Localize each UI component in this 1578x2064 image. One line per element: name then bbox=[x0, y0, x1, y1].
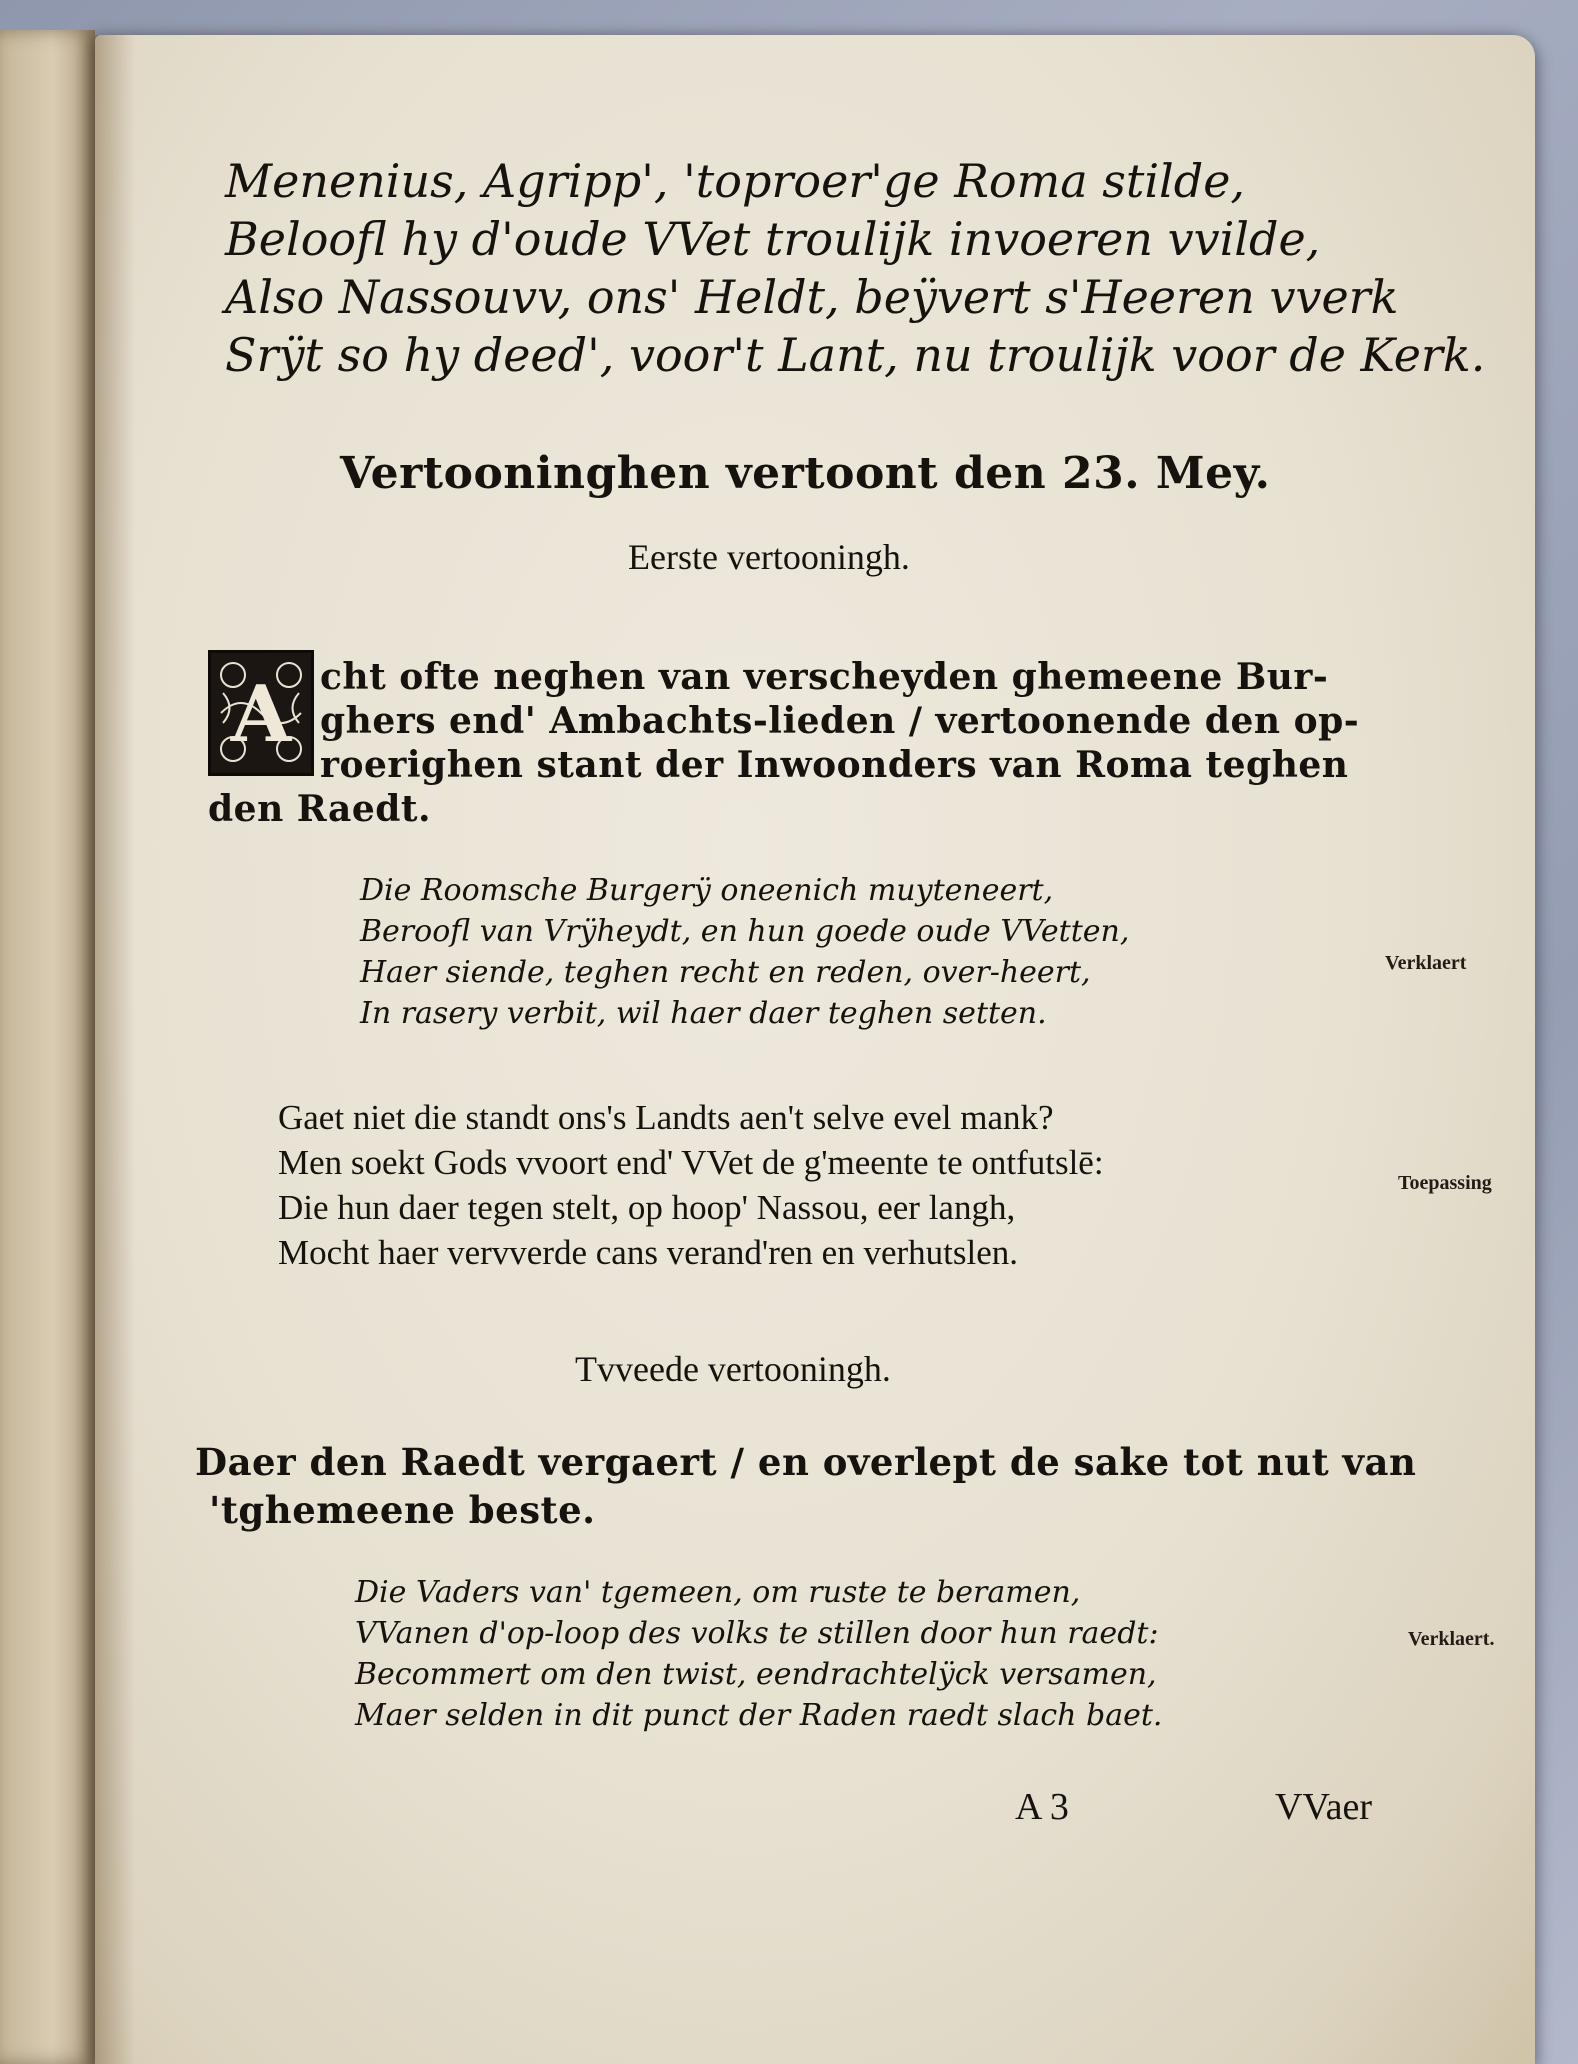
first-description-line: cht ofte neghen van verscheyden ghemeene Bur- bbox=[320, 656, 1329, 698]
opening-verse-line: Also Nassouvv, ons' Heldt, beÿvert s'Heeren vverk bbox=[225, 270, 1399, 324]
opening-verse-line: Srÿt so hy deed', voor't Lant, nu troulijk voor de Kerk. bbox=[225, 328, 1486, 382]
side-note-verklaert: Verklaert bbox=[1385, 952, 1467, 974]
side-note-toepassing: Toepassing bbox=[1398, 1172, 1492, 1194]
opening-verse-line: Beloofl hy d'oude VVet troulijk invoeren vvilde, bbox=[225, 212, 1321, 266]
main-heading: Vertooninghen vertoont den 23. Mey. bbox=[340, 448, 1271, 499]
verse-line: Die hun daer tegen stelt, op hoop' Nassou, eer langh, bbox=[278, 1188, 1016, 1227]
verse-line: Maer selden in dit punct der Raden raedt slach baet. bbox=[355, 1698, 1163, 1733]
first-toepassing-verse bbox=[278, 1095, 1104, 1275]
first-description bbox=[320, 655, 1359, 787]
verse-line: Becommert om den twist, eendrachtelÿck versamen, bbox=[355, 1657, 1157, 1692]
section-title-first: Eerste vertooningh. bbox=[628, 537, 910, 577]
verse-line: Mocht haer vervverde cans verand'ren en verhutslen. bbox=[278, 1233, 1019, 1272]
second-description bbox=[195, 1438, 1416, 1534]
verse-line: VVanen d'op-loop des volks te stillen door hun raedt: bbox=[355, 1616, 1159, 1651]
first-description-last: den Raedt. bbox=[208, 788, 432, 830]
second-description-line: Daer den Raedt vergaert / en overlept de sake tot nut van bbox=[195, 1440, 1417, 1484]
page-gutter-shadow bbox=[95, 35, 135, 2064]
second-verklaring-verse bbox=[355, 1572, 1162, 1736]
verse-line: Beroofl van Vrÿheydt, en hun goede oude VVetten, bbox=[360, 914, 1130, 949]
signature-mark: A 3 bbox=[1015, 1786, 1069, 1828]
verse-line: Haer siende, teghen recht en reden, over-heert, bbox=[360, 955, 1091, 990]
first-description-line: roerighen stant der Inwoonders van Roma teghen bbox=[320, 744, 1349, 786]
opening-verse bbox=[225, 152, 1485, 384]
verse-line: Men soekt Gods vvoort end' VVet de g'meente te ontfutslē: bbox=[278, 1143, 1104, 1182]
section-title-second: Tvveede vertooningh. bbox=[575, 1349, 891, 1389]
side-note-verklaert-second: Verklaert. bbox=[1408, 1628, 1495, 1650]
verse-line: Gaet niet die standt ons's Landts aen't selve evel mank? bbox=[278, 1098, 1054, 1137]
ornament-initial-icon bbox=[211, 653, 311, 773]
first-description-line: ghers end' Ambachts-lieden / vertoonende den op- bbox=[320, 700, 1360, 742]
verse-line: Die Vaders van' tgemeen, om ruste te beramen, bbox=[355, 1575, 1081, 1610]
verse-line: In rasery verbit, wil haer daer teghen setten. bbox=[360, 996, 1047, 1031]
first-verklaring-verse bbox=[360, 870, 1129, 1034]
facing-page-edge bbox=[0, 30, 95, 2064]
verse-line: Die Roomsche Burgerÿ oneenich muyteneert, bbox=[360, 873, 1054, 908]
opening-verse-line: Menenius, Agripp', 'toproer'ge Roma stilde, bbox=[225, 154, 1246, 208]
catchword: VVaer bbox=[1275, 1786, 1373, 1828]
second-description-line: 'tghemeene beste. bbox=[209, 1488, 596, 1532]
initial-letter: A bbox=[230, 669, 292, 760]
decorated-initial bbox=[208, 650, 314, 776]
